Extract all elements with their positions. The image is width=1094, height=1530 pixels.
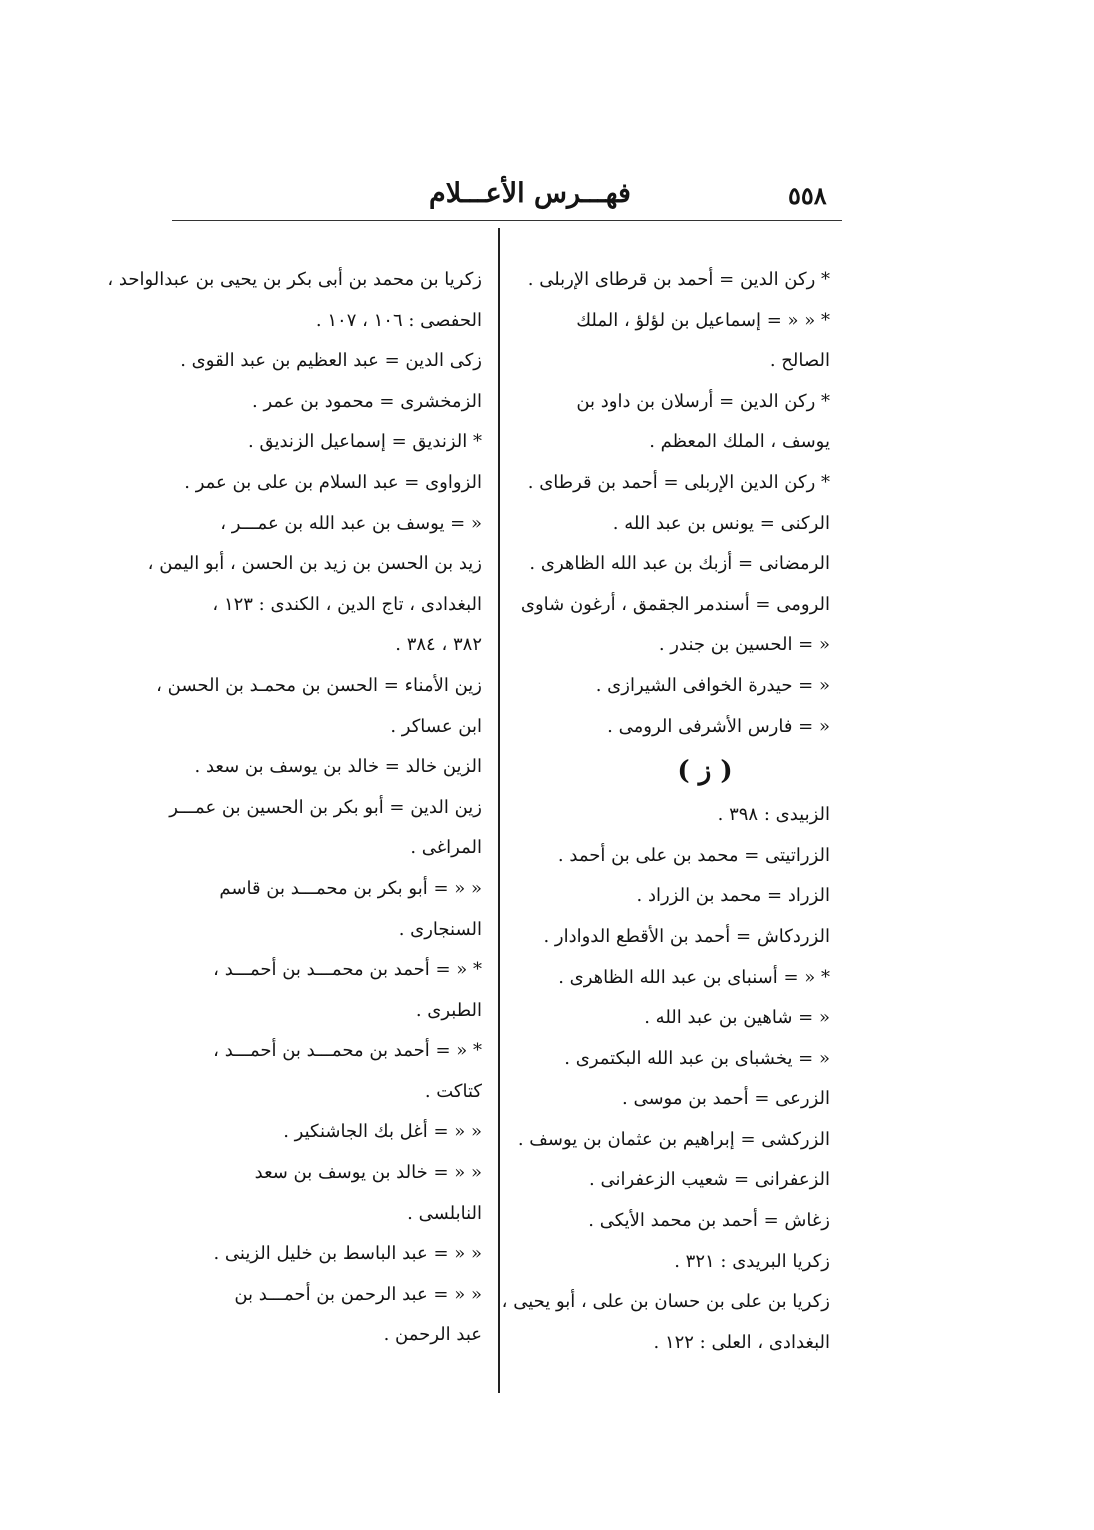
left-column-entry-line: * « = أحمد بن محمـــد بن أحمـــد ، (213, 1040, 482, 1062)
right-column-entry-line: * ركن الدين الإربلى = أحمد بن قرطاى . (527, 471, 830, 493)
right-column-entry-line: الزرعى = أحمد بن موسى . (622, 1088, 830, 1110)
right-column-entry-line: الزركشى = إبراهيم بن عثمان بن يوسف . (517, 1128, 830, 1150)
right-column-entry-line: الركنى = يونس بن عبد الله . (612, 512, 830, 534)
left-column-entry-line: المراغى . (410, 837, 482, 859)
left-column-entry-line: زكى الدين = عبد العظيم بن عبد القوى . (180, 350, 482, 372)
right-column-entry-line: « = شاهين بن عبد الله . (644, 1007, 830, 1029)
left-column-entry-line: الزمخشرى = محمود بن عمر . (252, 390, 482, 412)
right-column-entry-line: الزردكاش = أحمد بن الأقطع الدوادار . (543, 925, 830, 947)
right-column-entry-line: زغاش = أحمد بن محمد الأيكى . (588, 1210, 830, 1232)
right-column-entry-line: الزبيدى : ٣٩٨ . (717, 804, 830, 826)
right-column-entry-line: « = فارس الأشرفى الرومى . (607, 715, 830, 737)
left-column-entry-line: ٣٨٢ ، ٣٨٤ . (395, 634, 482, 656)
right-column-entry-line: * ركن الدين = أرسلان بن داود بن (576, 390, 830, 412)
column-divider (498, 228, 500, 1393)
left-column-entry-line: النابلسى . (407, 1202, 482, 1224)
left-column-entry-line: « « = عبد الرحمن بن أحمـــد بن (234, 1283, 482, 1305)
left-column-entry-line: « = يوسف بن عبد الله بن عمـــر ، (220, 512, 482, 534)
right-column-entry-line: * ركن الدين = أحمد بن قرطاى الإربلى . (527, 269, 830, 290)
running-title: فهـــرس الأعـــلام (429, 178, 631, 209)
right-column-entry-line: الزراتيتى = محمد بن على بن أحمد . (557, 844, 830, 866)
right-column-entry-line: زكريا البريدى : ٣٢١ . (674, 1250, 830, 1272)
left-column-entry-line: « « = أبو بكر بن محمـــد بن قاسم (219, 877, 482, 899)
right-column-entry-line: الصالح . (769, 350, 830, 372)
right-column-entry-line: زكريا بن على بن حسان بن على ، أبو يحيى ، (501, 1291, 830, 1313)
right-column-entry-line: الرومى = أسندمر الجقمق ، أرغون شاوى (520, 593, 830, 615)
right-column-entry-line: « = الحسين بن جندر . (658, 634, 830, 656)
left-column-entry-line: « « = خالد بن يوسف بن سعد (254, 1162, 482, 1184)
left-column-entry-line: « « = أغل بك الجاشنكير . (283, 1121, 482, 1143)
section-heading: ( ز ) (677, 756, 733, 787)
right-column-entry-line: « = حيدرة الخوافى الشيرازى . (595, 674, 830, 696)
right-column (501, 260, 830, 1363)
header-rule (172, 220, 842, 221)
left-column (107, 260, 482, 1356)
right-column-entry-line: الرمضانى = أزبك بن عبد الله الظاهرى . (529, 553, 830, 575)
left-column-entry-line: زين الدين = أبو بكر بن الحسين بن عمـــر (169, 796, 482, 818)
left-column-entry-line: كتاكت . (424, 1080, 482, 1102)
left-column-entry-line: البغدادى ، تاج الدين ، الكندى : ١٢٣ ، (212, 593, 482, 615)
left-column-entry-line: « « = عبد الباسط بن خليل الزينى . (213, 1243, 482, 1265)
left-column-entry-line: ابن عساكر . (390, 715, 482, 737)
page-number: ٥٥٨ (788, 181, 827, 210)
right-column-entry-line: البغدادى ، العلى : ١٢٢ . (653, 1331, 830, 1353)
left-column-entry-line: * الزنديق = إسماعيل الزنديق . (248, 431, 482, 453)
left-column-entry-line: زيد بن الحسن بن زيد بن الحسن ، أبو اليمن ، (147, 553, 482, 575)
right-column-entry-line: الزعفرانى = شعيب الزعفرانى . (589, 1169, 830, 1191)
right-column-entry-line: * « = أسنباى بن عبد الله الظاهرى . (558, 966, 830, 988)
left-column-entry-line: عبد الرحمن . (383, 1324, 482, 1346)
left-column-entry-line: زكريا بن محمد بن أبى بكر بن يحيى بن عبدالواحد ، (107, 269, 482, 290)
left-column-entry-line: الحفصى : ١٠٦ ، ١٠٧ . (315, 309, 482, 331)
right-column-entry-line: الزراد = محمد بن الزراد . (636, 885, 830, 907)
right-column-entry-line: * « « = إسماعيل بن لؤلؤ ، الملك (576, 309, 830, 331)
left-column-entry-line: زين الأمناء = الحسن بن محمـد بن الحسن ، (156, 674, 482, 696)
left-column-entry-line: * « = أحمد بن محمـــد بن أحمـــد ، (213, 959, 482, 981)
right-column-entry-line: يوسف ، الملك المعظم . (649, 431, 830, 453)
left-column-entry-line: الطبرى . (415, 999, 482, 1021)
left-column-entry-line: السنجارى . (398, 918, 482, 940)
left-column-entry-line: الزواوى = عبد السلام بن على بن عمر . (184, 471, 482, 493)
left-column-entry-line: الزين خالد = خالد بن يوسف بن سعد . (194, 756, 482, 778)
right-column-entry-line: « = يخشباى بن عبد الله البكتمرى . (564, 1047, 830, 1069)
